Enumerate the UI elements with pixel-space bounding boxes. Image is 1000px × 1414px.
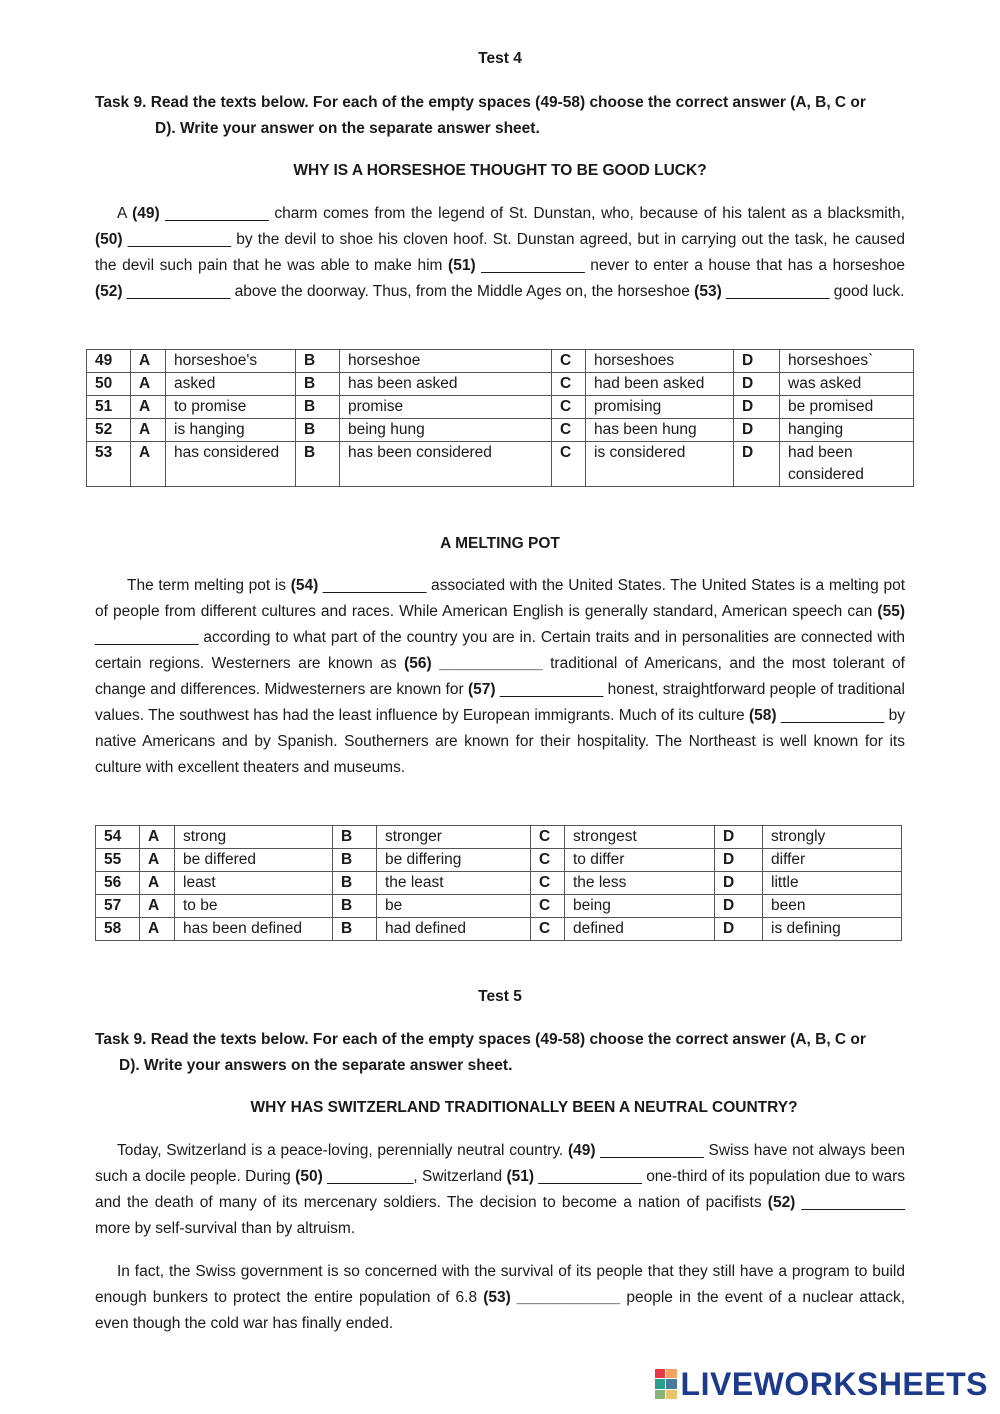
option-letter-d: D [734,350,780,373]
option-row [87,350,914,373]
text1-options-table [86,349,914,487]
option-letter-c: C [531,895,565,918]
option-a: to promise [166,396,296,419]
blank-number: (53) [694,283,722,300]
option-b: had defined [377,918,531,941]
option-letter-b: B [333,918,377,941]
option-row [96,849,902,872]
blank-number: (55) [877,603,905,620]
option-row [96,872,902,895]
option-letter-d: D [734,442,780,487]
option-row [96,918,902,941]
blank-number: (57) [467,681,496,698]
option-letter-c: C [552,442,586,487]
option-b: the least [377,872,531,895]
option-d: little [763,872,902,895]
option-letter-b: B [333,872,377,895]
option-c: promising [586,396,734,419]
test4-task-line1: Task 9. Read the texts below. For each of the empty spaces (49-58) choose the correct answer (A, B, C or [95,94,866,111]
option-letter-d: D [715,918,763,941]
option-letter-c: C [531,918,565,941]
option-b: being hung [340,419,552,442]
option-row [87,442,914,487]
option-row [87,373,914,396]
test5-title: Test 5 [478,988,522,1005]
option-b: be differing [377,849,531,872]
blank-number: (56) ____________ [404,655,543,672]
option-letter-a: A [131,396,166,419]
blank-number: (50) [95,231,123,248]
option-b: be [377,895,531,918]
liveworksheets-mark-icon [655,1369,677,1399]
option-c: had been asked [586,373,734,396]
option-letter-a: A [131,350,166,373]
option-letter-c: C [531,826,565,849]
option-b: horseshoe [340,350,552,373]
test5-task-instructions [95,1027,915,1079]
option-b: stronger [377,826,531,849]
option-d: differ [763,849,902,872]
blank-number: (49) [132,205,160,222]
option-letter-b: B [333,895,377,918]
text1-paragraph: A (49) ____________ charm comes from the legend of St. Dunstan, who, because of his talent as a blacksmith, (50) ____________ by the devil to shoe his cloven hoof. St. Dunstan agreed, but in carrying out the task, he caused the devil such pain that he was able to make him (51) ____________ never to enter a house that has a horseshoe (52) ____________ above the doorway. Thus, from the Middle Ages on, the horseshoe (53) ____________ good luck. [95,205,905,300]
blank-number: (51) [506,1168,535,1185]
option-letter-a: A [140,895,175,918]
option-c: is considered [586,442,734,487]
option-c: has been hung [586,419,734,442]
question-number: 52 [87,419,131,442]
question-number: 56 [96,872,140,895]
option-letter-b: B [333,826,377,849]
question-number: 50 [87,373,131,396]
option-d: was asked [780,373,914,396]
blank-number: (51) [448,257,476,274]
option-letter-d: D [715,826,763,849]
question-number: 51 [87,396,131,419]
option-d: strongly [763,826,902,849]
option-a: has been defined [175,918,333,941]
option-row [96,895,902,918]
option-a: has considered [166,442,296,487]
question-number: 58 [96,918,140,941]
option-d: had been considered [780,442,914,487]
option-letter-a: A [140,872,175,895]
option-letter-d: D [734,419,780,442]
blank-number: (52) [767,1194,796,1211]
question-number: 54 [96,826,140,849]
option-c: being [565,895,715,918]
test4-task-line2: D). Write your answer on the separate answer sheet. [155,120,540,137]
option-letter-c: C [531,872,565,895]
option-row [87,396,914,419]
test5-paragraph-2: In fact, the Swiss government is so concerned with the survival of its people that they still have a program to build enough bunkers to protect the entire population of 6.8 (53) ____________ people in the event of a nuclear attack, even though the cold war has finally ended. [95,1263,905,1332]
option-letter-a: A [140,918,175,941]
option-letter-c: C [531,849,565,872]
option-a: be differed [175,849,333,872]
test4-title: Test 4 [478,50,522,67]
option-letter-b: B [296,373,340,396]
option-a: is hanging [166,419,296,442]
test5-task-line2: D). Write your answers on the separate answer sheet. [119,1057,513,1074]
option-letter-b: B [333,849,377,872]
text2-paragraph: The term melting pot is (54) ____________ associated with the United States. The United States is a melting pot of people from different cultures and races. While American English is generally standard, American speech can (55) ____________ according to what part of the country you are in. Certain traits and in personalities are connected with certain regions. Westerners are known as (56) ____________ traditional of Americans, and the most tolerant of change and differences. Midwesterners are known for (57) ____________ honest, straightforward people of traditional values. The southwest has had the least influence by European immigrants. Much of its culture (58) ____________ by native Americans and by Spanish. Southerners are known for their hospitality. The Northeast is well known for its culture with excellent theaters and museums. [95,577,906,776]
blank-number: (54) [290,577,319,594]
option-c: the less [565,872,715,895]
option-letter-b: B [296,350,340,373]
option-row [96,826,902,849]
blank-number: (58) [748,707,777,724]
option-letter-c: C [552,373,586,396]
option-d: horseshoes` [780,350,914,373]
option-letter-c: C [552,419,586,442]
option-letter-a: A [131,373,166,396]
option-letter-a: A [131,419,166,442]
option-letter-b: B [296,419,340,442]
test5-paragraph-1: Today, Switzerland is a peace-loving, perennially neutral country. (49) ____________ Swiss have not always been such a docile people. During (50) __________, Switzerland (51) ____________ one-third of its population due to wars and the death of many of its mercenary soldiers. The decision to become a nation of pacifists (52) ____________ more by self-survival than by altruism. [95,1142,905,1237]
option-letter-b: B [296,442,340,487]
test5-heading: WHY HAS SWITZERLAND TRADITIONALLY BEEN A NEUTRAL COUNTRY? [250,1099,798,1116]
option-b: has been asked [340,373,552,396]
option-a: strong [175,826,333,849]
option-a: to be [175,895,333,918]
option-d: is defining [763,918,902,941]
option-a: least [175,872,333,895]
option-a: asked [166,373,296,396]
test5-task-line1: Task 9. Read the texts below. For each of the empty spaces (49-58) choose the correct answer (A, B, C or [95,1031,866,1048]
option-row [87,419,914,442]
liveworksheets-wordmark: LIVEWORKSHEETS [680,1365,988,1402]
option-d: been [763,895,902,918]
text1-heading: WHY IS A HORSESHOE THOUGHT TO BE GOOD LUCK? [293,162,707,179]
blank-number: (53) ____________ [483,1289,621,1306]
option-letter-a: A [140,826,175,849]
blank-number: (50) [295,1168,323,1185]
blank-number: (49) [567,1142,596,1159]
option-letter-b: B [296,396,340,419]
question-number: 57 [96,895,140,918]
option-letter-d: D [715,849,763,872]
option-letter-a: A [131,442,166,487]
option-letter-a: A [140,849,175,872]
option-letter-d: D [734,373,780,396]
option-c: defined [565,918,715,941]
blank-number: (52) [95,283,123,300]
option-c: to differ [565,849,715,872]
option-letter-d: D [734,396,780,419]
option-letter-c: C [552,396,586,419]
question-number: 55 [96,849,140,872]
question-number: 49 [87,350,131,373]
test4-task-instructions [95,90,915,142]
option-b: has been considered [340,442,552,487]
option-b: promise [340,396,552,419]
option-d: be promised [780,396,914,419]
liveworksheets-logo [655,1364,988,1404]
option-a: horseshoe's [166,350,296,373]
option-letter-d: D [715,872,763,895]
option-c: strongest [565,826,715,849]
option-d: hanging [780,419,914,442]
text2-heading: A MELTING POT [440,535,560,552]
option-letter-d: D [715,895,763,918]
option-letter-c: C [552,350,586,373]
text2-options-table [95,825,902,941]
option-c: horseshoes [586,350,734,373]
question-number: 53 [87,442,131,487]
